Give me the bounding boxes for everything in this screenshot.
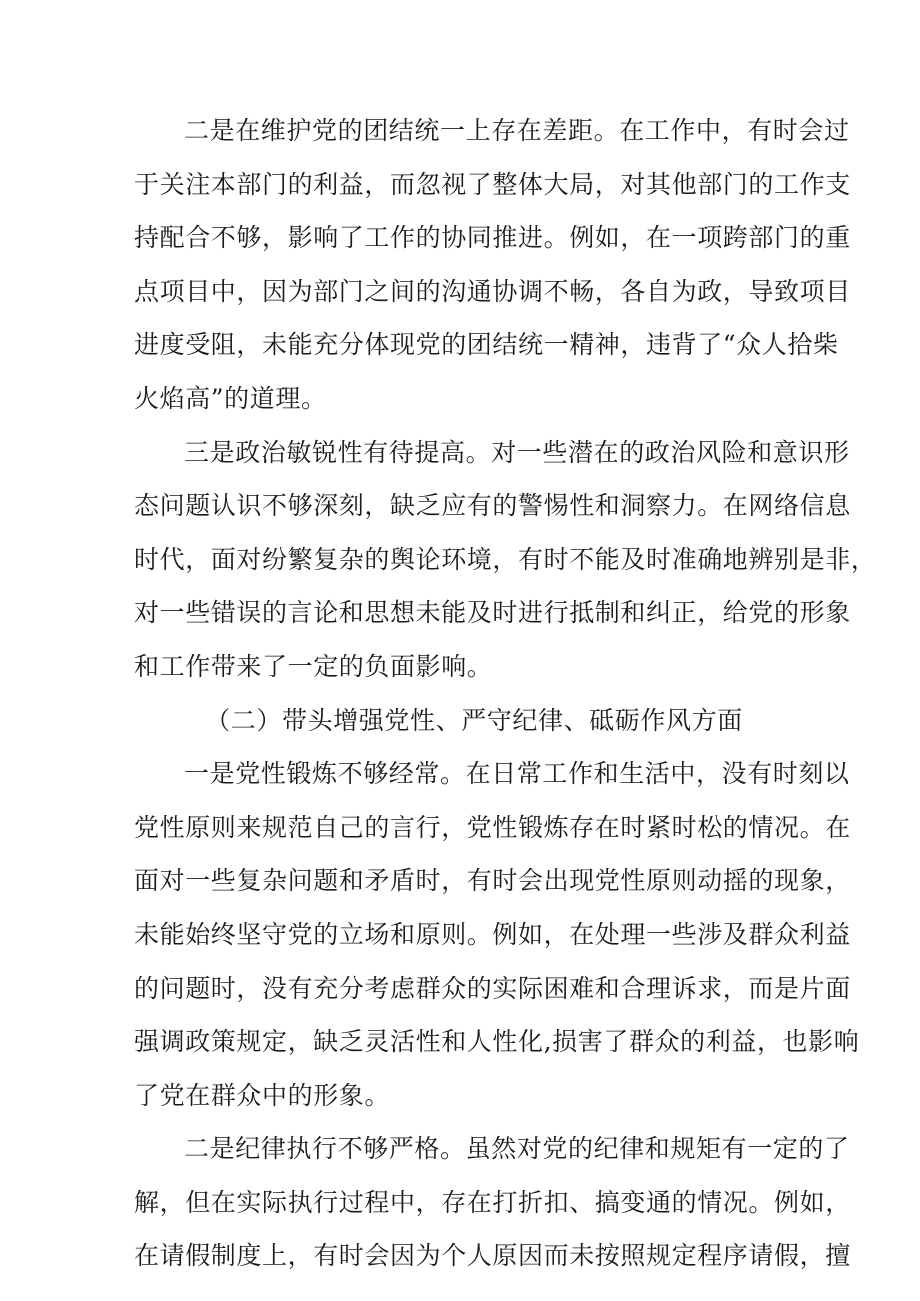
text-line: 的问题时，没有充分考虑群众的实际困难和合理诉求，而是片面 bbox=[134, 973, 851, 1003]
text-line: 一是党性锻炼不够经常。在日常工作和生活中，没有时刻以 bbox=[184, 759, 850, 789]
text-line: 于关注本部门的利益，而忽视了整体大局，对其他部门的工作支 bbox=[134, 169, 851, 199]
text-line: 点项目中，因为部门之间的沟通协调不畅，各自为政，导致项目 bbox=[134, 276, 851, 306]
text-line: 进度受阻，未能充分体现党的团结统一精神，违背了“众人拾柴 bbox=[134, 330, 839, 360]
paragraph-discipline bbox=[134, 1122, 851, 1283]
paragraph-party-spirit bbox=[134, 747, 860, 1122]
text-line: 强调政策规定，缺乏灵活性和人性化,损害了群众的利益，也影响 bbox=[134, 1027, 860, 1057]
text-line: 三是政治敏锐性有待提高。对一些潜在的政治风险和意识形 bbox=[184, 437, 850, 467]
text-line: 二是在维护党的团结统一上存在差距。在工作中，有时会过 bbox=[184, 116, 850, 145]
text-line: 党性原则来规范自己的言行，党性锻炼存在时紧时松的情况。在 bbox=[134, 812, 851, 842]
text-line: 时代，面对纷繁复杂的舆论环境，有时不能及时准确地辨别是非， bbox=[134, 544, 877, 574]
document-page bbox=[134, 104, 877, 1283]
text-line: 和工作带来了一定的负面影响。 bbox=[134, 651, 493, 681]
paragraph-unity bbox=[134, 104, 851, 426]
text-line: 了党在群众中的形象。 bbox=[134, 1080, 391, 1110]
text-line: 未能始终坚守党的立场和原则。例如，在处理一些涉及群众利益 bbox=[134, 919, 851, 949]
text-line: 火焰高”的道理。 bbox=[134, 383, 327, 413]
paragraph-political-sensitivity bbox=[134, 426, 877, 694]
text-line: 解，但在实际执行过程中，存在打折扣、搞变通的情况。例如， bbox=[134, 1187, 851, 1217]
section-heading: （二）带头增强党性、严守纪律、砥砺作风方面 bbox=[205, 705, 743, 735]
text-line: 态问题认识不够深刻，缺乏应有的警惕性和洞察力。在网络信息 bbox=[134, 491, 851, 521]
text-line: 对一些错误的言论和思想未能及时进行抵制和纠正，给党的形象 bbox=[134, 598, 851, 628]
text-line: 在请假制度上，有时会因为个人原因而未按照规定程序请假，擅 bbox=[134, 1241, 851, 1271]
text-line: 持配合不够，影响了工作的协同推进。例如，在一项跨部门的重 bbox=[134, 223, 851, 253]
text-line: 面对一些复杂问题和矛盾时，有时会出现党性原则动摇的现象， bbox=[134, 866, 851, 896]
text-line: 二是纪律执行不够严格。虽然对党的纪律和规矩有一定的了 bbox=[184, 1134, 850, 1164]
